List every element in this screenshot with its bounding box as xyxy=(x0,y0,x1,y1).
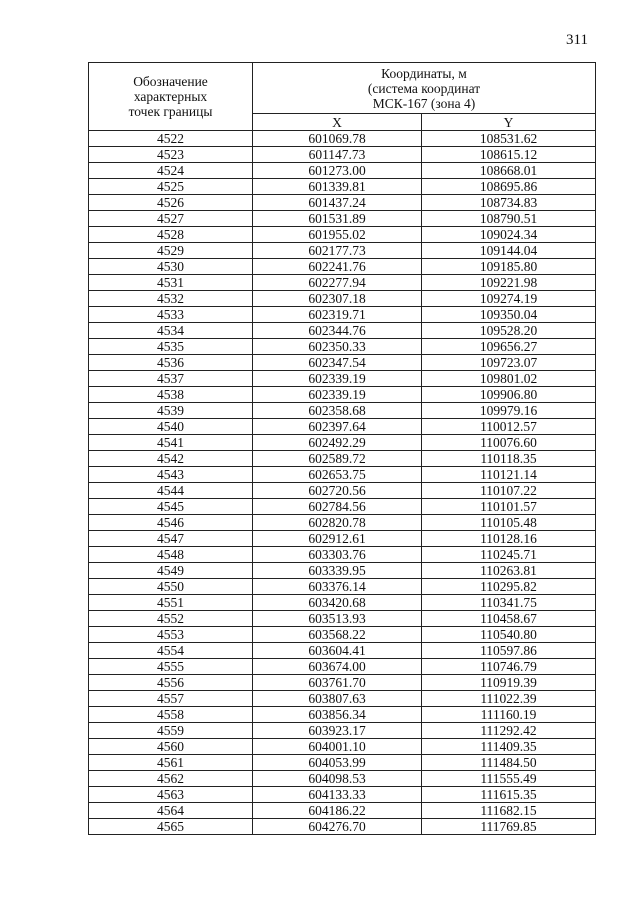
point-cell: 4540 xyxy=(89,419,253,435)
x-cell: 603339.95 xyxy=(253,563,422,579)
y-cell: 110107.22 xyxy=(422,483,596,499)
table-row xyxy=(89,691,596,707)
x-cell: 603513.93 xyxy=(253,611,422,627)
y-cell: 110295.82 xyxy=(422,579,596,595)
x-cell: 604053.99 xyxy=(253,755,422,771)
table-row xyxy=(89,739,596,755)
table-row xyxy=(89,355,596,371)
table-row xyxy=(89,819,596,835)
point-cell: 4525 xyxy=(89,179,253,195)
table-row xyxy=(89,371,596,387)
point-cell: 4526 xyxy=(89,195,253,211)
point-cell: 4557 xyxy=(89,691,253,707)
point-cell: 4564 xyxy=(89,803,253,819)
y-column-header: Y xyxy=(422,114,596,131)
point-cell: 4548 xyxy=(89,547,253,563)
y-cell: 111484.50 xyxy=(422,755,596,771)
table-row xyxy=(89,547,596,563)
coordinates-header-line: МСК-167 (зона 4) xyxy=(372,95,476,111)
y-cell: 108734.83 xyxy=(422,195,596,211)
table-row xyxy=(89,627,596,643)
y-cell: 110105.48 xyxy=(422,515,596,531)
table-row xyxy=(89,339,596,355)
point-cell: 4556 xyxy=(89,675,253,691)
y-cell: 110128.16 xyxy=(422,531,596,547)
x-cell: 603420.68 xyxy=(253,595,422,611)
point-cell: 4537 xyxy=(89,371,253,387)
point-cell: 4565 xyxy=(89,819,253,835)
y-cell: 109979.16 xyxy=(422,403,596,419)
designation-header-line: точек границы xyxy=(128,104,213,119)
point-cell: 4563 xyxy=(89,787,253,803)
x-cell: 604276.70 xyxy=(253,819,422,835)
table-row xyxy=(89,323,596,339)
table-row xyxy=(89,611,596,627)
point-cell: 4549 xyxy=(89,563,253,579)
coordinates-header-line: Координаты, м xyxy=(381,65,467,81)
x-column-header: X xyxy=(253,114,422,131)
x-cell: 603376.14 xyxy=(253,579,422,595)
x-cell: 603674.00 xyxy=(253,659,422,675)
y-cell: 108668.01 xyxy=(422,163,596,179)
point-cell: 4543 xyxy=(89,467,253,483)
y-cell: 111615.35 xyxy=(422,787,596,803)
point-cell: 4539 xyxy=(89,403,253,419)
y-cell: 110245.71 xyxy=(422,547,596,563)
y-cell: 109723.07 xyxy=(422,355,596,371)
x-cell: 604001.10 xyxy=(253,739,422,755)
x-cell: 602358.68 xyxy=(253,403,422,419)
y-cell: 108531.62 xyxy=(422,131,596,147)
point-cell: 4531 xyxy=(89,275,253,291)
table-row xyxy=(89,707,596,723)
point-cell: 4542 xyxy=(89,451,253,467)
x-cell: 601273.00 xyxy=(253,163,422,179)
point-cell: 4536 xyxy=(89,355,253,371)
x-cell: 601531.89 xyxy=(253,211,422,227)
y-cell: 111769.85 xyxy=(422,819,596,835)
table-row xyxy=(89,723,596,739)
y-cell: 109906.80 xyxy=(422,387,596,403)
table-row xyxy=(89,659,596,675)
x-cell: 604133.33 xyxy=(253,787,422,803)
y-cell: 110597.86 xyxy=(422,643,596,659)
y-cell: 109350.04 xyxy=(422,307,596,323)
designation-header-line: Обозначение xyxy=(133,74,208,89)
table-row xyxy=(89,531,596,547)
x-cell: 604186.22 xyxy=(253,803,422,819)
point-cell: 4560 xyxy=(89,739,253,755)
point-cell: 4561 xyxy=(89,755,253,771)
designation-header-line: характерных xyxy=(133,89,208,104)
x-cell: 602339.19 xyxy=(253,371,422,387)
x-cell: 603303.76 xyxy=(253,547,422,563)
table-row xyxy=(89,291,596,307)
table-row xyxy=(89,307,596,323)
point-cell: 4550 xyxy=(89,579,253,595)
x-cell: 603807.63 xyxy=(253,691,422,707)
x-cell: 602319.71 xyxy=(253,307,422,323)
table-row xyxy=(89,131,596,147)
y-cell: 111555.49 xyxy=(422,771,596,787)
point-cell: 4523 xyxy=(89,147,253,163)
x-cell: 601069.78 xyxy=(253,131,422,147)
table-row xyxy=(89,179,596,195)
point-cell: 4551 xyxy=(89,595,253,611)
table-row xyxy=(89,227,596,243)
y-cell: 109801.02 xyxy=(422,371,596,387)
coordinates-table xyxy=(88,62,596,835)
point-cell: 4546 xyxy=(89,515,253,531)
point-cell: 4529 xyxy=(89,243,253,259)
x-cell: 602350.33 xyxy=(253,339,422,355)
point-cell: 4530 xyxy=(89,259,253,275)
point-cell: 4534 xyxy=(89,323,253,339)
y-cell: 109274.19 xyxy=(422,291,596,307)
table-row xyxy=(89,595,596,611)
point-cell: 4558 xyxy=(89,707,253,723)
table-row xyxy=(89,435,596,451)
y-cell: 110118.35 xyxy=(422,451,596,467)
coordinates-header xyxy=(253,63,596,114)
table-row xyxy=(89,803,596,819)
x-cell: 603856.34 xyxy=(253,707,422,723)
y-cell: 111160.19 xyxy=(422,707,596,723)
x-cell: 603568.22 xyxy=(253,627,422,643)
y-cell: 111682.15 xyxy=(422,803,596,819)
y-cell: 110076.60 xyxy=(422,435,596,451)
table-row xyxy=(89,147,596,163)
table-row xyxy=(89,499,596,515)
y-cell: 110341.75 xyxy=(422,595,596,611)
x-cell: 601339.81 xyxy=(253,179,422,195)
x-cell: 602307.18 xyxy=(253,291,422,307)
y-cell: 111292.42 xyxy=(422,723,596,739)
table-row xyxy=(89,563,596,579)
table-row xyxy=(89,163,596,179)
y-cell: 109221.98 xyxy=(422,275,596,291)
x-cell: 602720.56 xyxy=(253,483,422,499)
point-cell: 4535 xyxy=(89,339,253,355)
x-cell: 601955.02 xyxy=(253,227,422,243)
coordinates-header-line: (система координат xyxy=(367,80,481,96)
table-row xyxy=(89,195,596,211)
table-row xyxy=(89,483,596,499)
table-row xyxy=(89,579,596,595)
point-cell: 4552 xyxy=(89,611,253,627)
y-cell: 110121.14 xyxy=(422,467,596,483)
y-cell: 108790.51 xyxy=(422,211,596,227)
x-cell: 602912.61 xyxy=(253,531,422,547)
x-cell: 602492.29 xyxy=(253,435,422,451)
point-cell: 4522 xyxy=(89,131,253,147)
y-cell: 110263.81 xyxy=(422,563,596,579)
point-cell: 4528 xyxy=(89,227,253,243)
table-row xyxy=(89,243,596,259)
y-cell: 108695.86 xyxy=(422,179,596,195)
y-cell: 109528.20 xyxy=(422,323,596,339)
point-cell: 4545 xyxy=(89,499,253,515)
table-body xyxy=(89,131,596,835)
x-cell: 602344.76 xyxy=(253,323,422,339)
point-cell: 4544 xyxy=(89,483,253,499)
x-cell: 602653.75 xyxy=(253,467,422,483)
y-cell: 110101.57 xyxy=(422,499,596,515)
x-cell: 602397.64 xyxy=(253,419,422,435)
y-cell: 110458.67 xyxy=(422,611,596,627)
y-cell: 109656.27 xyxy=(422,339,596,355)
point-cell: 4562 xyxy=(89,771,253,787)
x-cell: 603923.17 xyxy=(253,723,422,739)
x-cell: 604098.53 xyxy=(253,771,422,787)
point-cell: 4553 xyxy=(89,627,253,643)
table-row xyxy=(89,643,596,659)
x-cell: 602784.56 xyxy=(253,499,422,515)
designation-header xyxy=(89,63,253,131)
table-row xyxy=(89,755,596,771)
table-row xyxy=(89,275,596,291)
point-cell: 4547 xyxy=(89,531,253,547)
y-cell: 110540.80 xyxy=(422,627,596,643)
x-cell: 602589.72 xyxy=(253,451,422,467)
table-row xyxy=(89,787,596,803)
point-cell: 4554 xyxy=(89,643,253,659)
table-row xyxy=(89,211,596,227)
point-cell: 4524 xyxy=(89,163,253,179)
table-row xyxy=(89,387,596,403)
y-cell: 111022.39 xyxy=(422,691,596,707)
x-cell: 601437.24 xyxy=(253,195,422,211)
y-cell: 108615.12 xyxy=(422,147,596,163)
y-cell: 109185.80 xyxy=(422,259,596,275)
x-cell: 602347.54 xyxy=(253,355,422,371)
y-cell: 110012.57 xyxy=(422,419,596,435)
point-cell: 4559 xyxy=(89,723,253,739)
x-cell: 602820.78 xyxy=(253,515,422,531)
y-cell: 110746.79 xyxy=(422,659,596,675)
point-cell: 4538 xyxy=(89,387,253,403)
x-cell: 602177.73 xyxy=(253,243,422,259)
table-row xyxy=(89,675,596,691)
table-row xyxy=(89,259,596,275)
x-cell: 603604.41 xyxy=(253,643,422,659)
x-cell: 602339.19 xyxy=(253,387,422,403)
y-cell: 110919.39 xyxy=(422,675,596,691)
y-cell: 111409.35 xyxy=(422,739,596,755)
x-cell: 602277.94 xyxy=(253,275,422,291)
y-cell: 109024.34 xyxy=(422,227,596,243)
table-row xyxy=(89,419,596,435)
table-row xyxy=(89,403,596,419)
point-cell: 4541 xyxy=(89,435,253,451)
x-cell: 602241.76 xyxy=(253,259,422,275)
x-cell: 603761.70 xyxy=(253,675,422,691)
point-cell: 4533 xyxy=(89,307,253,323)
point-cell: 4532 xyxy=(89,291,253,307)
point-cell: 4555 xyxy=(89,659,253,675)
page-number: 311 xyxy=(566,32,588,48)
x-cell: 601147.73 xyxy=(253,147,422,163)
point-cell: 4527 xyxy=(89,211,253,227)
y-cell: 109144.04 xyxy=(422,243,596,259)
table-row xyxy=(89,771,596,787)
table-row xyxy=(89,451,596,467)
table-row xyxy=(89,467,596,483)
table-row xyxy=(89,515,596,531)
